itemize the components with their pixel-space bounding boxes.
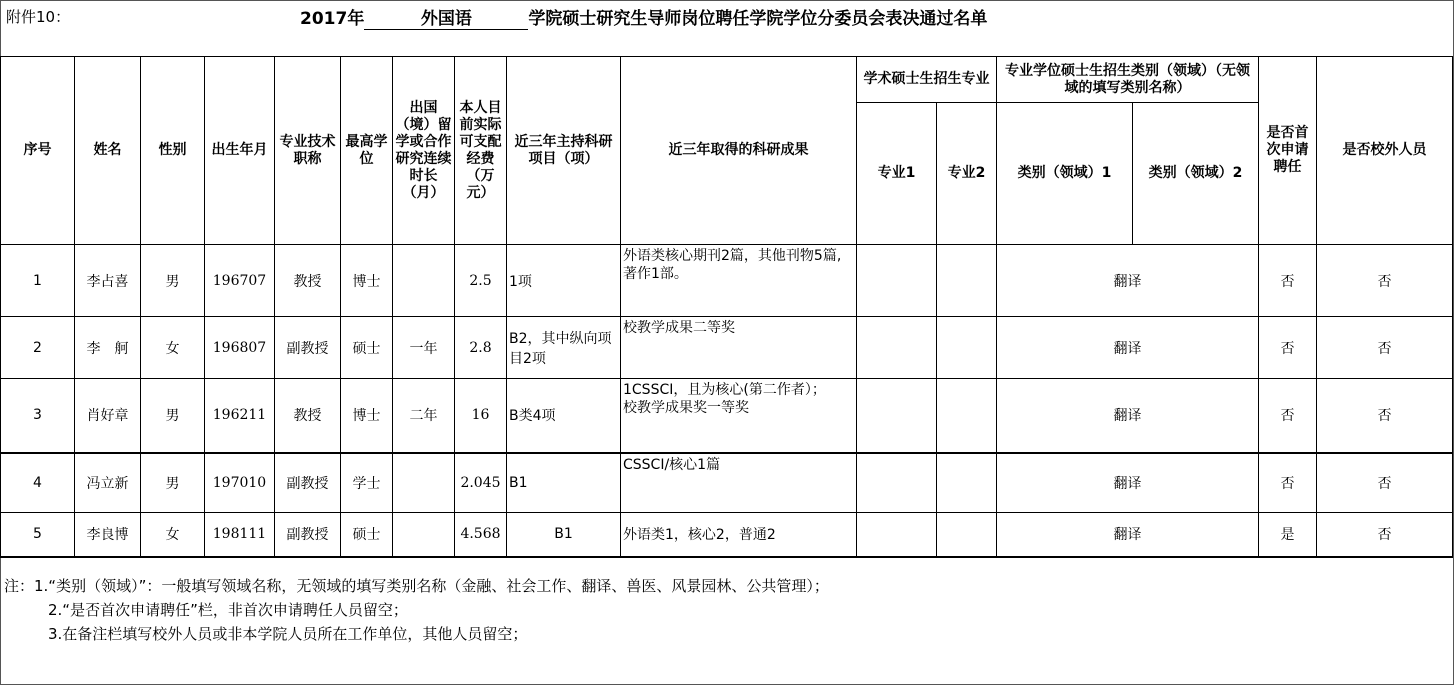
cell-seq: 4 xyxy=(1,453,75,513)
cell-abroad xyxy=(393,513,455,557)
cell-results: 1CSSCI，且为核心(第二作者）； 校教学成果奖一等奖 xyxy=(621,379,857,453)
cell-abroad: 二年 xyxy=(393,379,455,453)
cell-external: 否 xyxy=(1317,513,1453,557)
cell-seq: 5 xyxy=(1,513,75,557)
cell-gender: 男 xyxy=(141,453,205,513)
header-seq: 序号 xyxy=(1,57,75,245)
cell-title: 教授 xyxy=(275,245,341,317)
cell-gender: 男 xyxy=(141,379,205,453)
cell-seq: 1 xyxy=(1,245,75,317)
header-gender: 性别 xyxy=(141,57,205,245)
cell-abroad xyxy=(393,453,455,513)
cell-funds: 16 xyxy=(455,379,507,453)
cell-funds: 2.8 xyxy=(455,317,507,379)
header-name: 姓名 xyxy=(75,57,141,245)
cell-funds: 2.045 xyxy=(455,453,507,513)
cell-projects: B2，其中纵向项目2项 xyxy=(507,317,621,379)
cell-birth: 196211 xyxy=(205,379,275,453)
notes xyxy=(4,574,829,646)
header-major2: 专业2 xyxy=(937,103,997,245)
header-academic-group: 学术硕士生招生专业 xyxy=(857,57,997,103)
cell-degree: 博士 xyxy=(341,379,393,453)
cell-major2 xyxy=(937,317,997,379)
title-rest: 学院硕士研究生导师岗位聘任学院学位分委员会表决通过名单 xyxy=(528,9,988,29)
cell-major1 xyxy=(857,513,937,557)
cell-major1 xyxy=(857,453,937,513)
header-projects: 近三年主持科研项目（项） xyxy=(507,57,621,245)
header-title: 专业技术职称 xyxy=(275,57,341,245)
cell-degree: 学士 xyxy=(341,453,393,513)
cell-title: 副教授 xyxy=(275,317,341,379)
cell-title: 教授 xyxy=(275,379,341,453)
header-professional-group: 专业学位硕士生招生类别（领域）（无领域的填写类别名称） xyxy=(997,57,1259,103)
table-row xyxy=(1,317,1453,379)
cell-projects: B1 xyxy=(507,453,621,513)
page-title xyxy=(300,4,987,30)
cell-birth: 198111 xyxy=(205,513,275,557)
cell-external: 否 xyxy=(1317,317,1453,379)
cell-abroad: 一年 xyxy=(393,317,455,379)
header-category2: 类别（领域）2 xyxy=(1133,103,1259,245)
cell-results: 外语类核心期刊2篇，其他刊物5篇,著作1部。 xyxy=(621,245,857,317)
cell-major2 xyxy=(937,513,997,557)
cell-external: 否 xyxy=(1317,379,1453,453)
cell-first-time: 否 xyxy=(1259,245,1317,317)
cell-name: 李 舸 xyxy=(75,317,141,379)
cell-birth: 196707 xyxy=(205,245,275,317)
cell-first-time: 否 xyxy=(1259,453,1317,513)
header-major1: 专业1 xyxy=(857,103,937,245)
cell-projects: 1项 xyxy=(507,245,621,317)
cell-title: 副教授 xyxy=(275,513,341,557)
cell-results: CSSCI/核心1篇 xyxy=(621,453,857,513)
cell-first-time: 是 xyxy=(1259,513,1317,557)
note-1: 注：1.“类别（领域）”：一般填写领域名称，无领域的填写类别名称（金融、社会工作、翻译、兽医、风景园林、公共管理）； xyxy=(4,577,829,595)
table-row xyxy=(1,379,1453,453)
cell-birth: 196807 xyxy=(205,317,275,379)
cell-gender: 女 xyxy=(141,317,205,379)
cell-first-time: 否 xyxy=(1259,379,1317,453)
table-row xyxy=(1,453,1453,513)
title-college: 外国语 xyxy=(364,4,528,30)
cell-projects: B1 xyxy=(507,513,621,557)
cell-category: 翻译 xyxy=(997,317,1259,379)
cell-gender: 男 xyxy=(141,245,205,317)
table-row xyxy=(1,513,1453,557)
cell-gender: 女 xyxy=(141,513,205,557)
results-table xyxy=(0,56,1453,558)
table-row xyxy=(1,245,1453,317)
cell-name: 冯立新 xyxy=(75,453,141,513)
cell-abroad xyxy=(393,245,455,317)
cell-name: 李占喜 xyxy=(75,245,141,317)
attachment-label: 附件10： xyxy=(6,8,71,26)
note-2: 2.“是否首次申请聘任”栏，非首次申请聘任人员留空； xyxy=(48,601,408,619)
header-external: 是否校外人员 xyxy=(1317,57,1453,245)
header-abroad: 出国（境）留学或合作研究连续时长（月） xyxy=(393,57,455,245)
cell-category: 翻译 xyxy=(997,245,1259,317)
cell-external: 否 xyxy=(1317,453,1453,513)
header-degree: 最高学位 xyxy=(341,57,393,245)
cell-title: 副教授 xyxy=(275,453,341,513)
cell-external: 否 xyxy=(1317,245,1453,317)
cell-category: 翻译 xyxy=(997,513,1259,557)
cell-seq: 2 xyxy=(1,317,75,379)
cell-category: 翻译 xyxy=(997,453,1259,513)
cell-major1 xyxy=(857,245,937,317)
cell-degree: 硕士 xyxy=(341,317,393,379)
cell-major1 xyxy=(857,379,937,453)
cell-category: 翻译 xyxy=(997,379,1259,453)
cell-major2 xyxy=(937,245,997,317)
header-category1: 类别（领域）1 xyxy=(997,103,1133,245)
header-birth: 出生年月 xyxy=(205,57,275,245)
cell-birth: 197010 xyxy=(205,453,275,513)
cell-first-time: 否 xyxy=(1259,317,1317,379)
cell-name: 李良博 xyxy=(75,513,141,557)
cell-name: 肖好章 xyxy=(75,379,141,453)
cell-funds: 2.5 xyxy=(455,245,507,317)
cell-seq: 3 xyxy=(1,379,75,453)
header-funds: 本人目前实际可支配经费（万元） xyxy=(455,57,507,245)
cell-major2 xyxy=(937,453,997,513)
cell-funds: 4.568 xyxy=(455,513,507,557)
cell-degree: 硕士 xyxy=(341,513,393,557)
cell-results: 外语类1，核心2，普通2 xyxy=(621,513,857,557)
cell-major2 xyxy=(937,379,997,453)
cell-results: 校教学成果二等奖 xyxy=(621,317,857,379)
cell-projects: B类4项 xyxy=(507,379,621,453)
cell-degree: 博士 xyxy=(341,245,393,317)
header-results: 近三年取得的科研成果 xyxy=(621,57,857,245)
note-3: 3.在备注栏填写校外人员或非本学院人员所在工作单位，其他人员留空； xyxy=(48,625,528,643)
header-first-time: 是否首次申请聘任 xyxy=(1259,57,1317,245)
cell-major1 xyxy=(857,317,937,379)
title-year: 2017年 xyxy=(300,9,365,29)
